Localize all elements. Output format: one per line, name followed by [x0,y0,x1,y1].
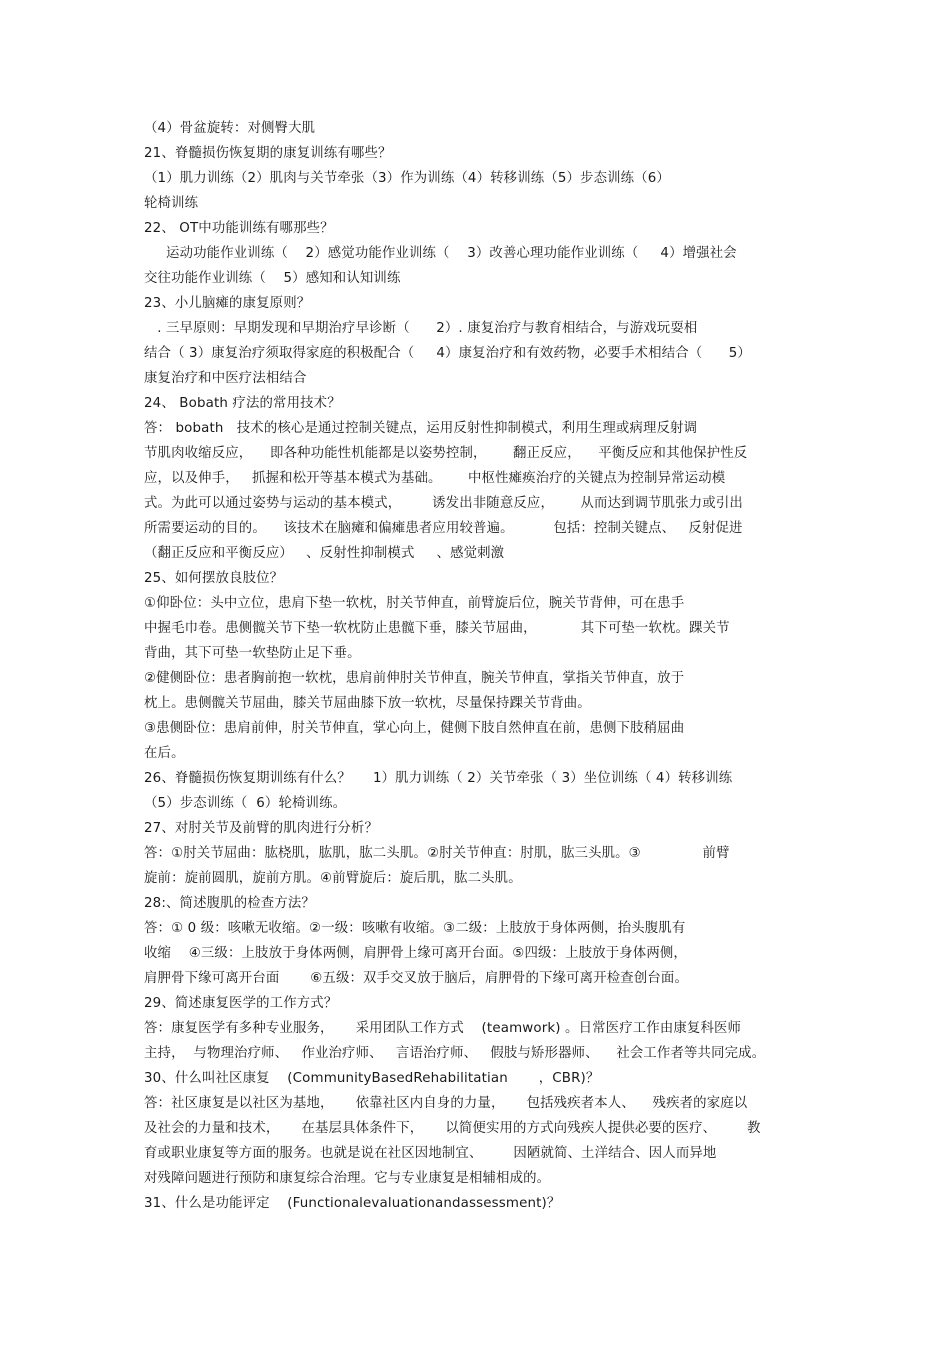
question-heading: 28:、简述腹肌的检查方法？ [144,896,315,911]
text-line: 结合（ 3）康复治疗须取得家庭的积极配合（ 4）康复治疗和有效药物，必要手术相结合（ 5） [144,346,751,361]
question-heading: 25、如何摆放良肢位？ [144,571,284,586]
question-heading: 26、脊髓损伤恢复期训练有什么？ 1）肌力训练（ 2）关节牵张（ 3）坐位训练（ 4）转移训练 [144,771,733,786]
text-line: 答：社区康复是以社区为基地， 依靠社区内自身的力量， 包括残疾者本人、 残疾者的家庭以 [144,1096,748,1111]
text-line: 式。为此可以通过姿势与运动的基本模式， 诱发出非随意反应， 从而达到调节肌张力或引出 [144,496,743,511]
text-line: 交往功能作业训练（ 5）感知和认知训练 [144,271,401,286]
text-line: 答： bobath 技术的核心是通过控制关键点，运用反射性抑制模式，利用生理或病理反射调 [144,421,698,436]
text-line: 背曲，其下可垫一软垫防止足下垂。 [144,646,361,661]
text-line: （5）步态训练（ 6）轮椅训练。 [144,796,347,811]
text-line: 主持， 与物理治疗师、 作业治疗师、 言语治疗师、 假肢与矫形器师、 社会工作者等共同完成。 [144,1046,766,1061]
question-heading: 30、什么叫社区康复 (CommunityBasedRehabilitatian ，CBR)？ [144,1071,600,1086]
text-line: . 三早原则：早期发现和早期治疗早诊断（ 2）. 康复治疗与教育相结合，与游戏玩耍相 [144,321,698,336]
question-heading: 31、什么是功能评定 (Functionalevaluationandassessment)？ [144,1196,561,1211]
text-line: 旋前：旋前圆肌，旋前方肌。④前臂旋后：旋后肌，肱二头肌。 [144,871,522,886]
text-line: 枕上。患侧髋关节屈曲，膝关节屈曲膝下放一软枕，尽量保持踝关节背曲。 [144,696,591,711]
text-line: 对残障问题进行预防和康复综合治理。它与专业康复是相辅相成的。 [144,1171,551,1186]
text-line: 轮椅训练 [144,196,199,211]
text-line: 育或职业康复等方面的服务。也就是说在社区因地制宜、 因陋就简、土洋结合、因人而异地 [144,1146,717,1161]
text-line: 答：①肘关节屈曲：肱桡肌，肱肌，肱二头肌。②肘关节伸直：肘肌，肱三头肌。③ 前臂 [144,846,730,861]
text-line: 康复治疗和中医疗法相结合 [144,371,307,386]
text-line: 肩胛骨下缘可离开台面 ⑥五级：双手交叉放于脑后，肩胛骨的下缘可离开检查创台面。 [144,971,688,986]
text-line: （翻正反应和平衡反应） 、反射性抑制模式 、感觉刺激 [144,546,505,561]
text-line: 运动功能作业训练（ 2）感觉功能作业训练（ 3）改善心理功能作业训练（ 4）增强社会 [144,246,737,261]
text-line: （4）骨盆旋转：对侧臀大肌 [144,121,316,136]
text-line: ①仰卧位：头中立位，患肩下垫一软枕，肘关节伸直，前臂旋后位，腕关节背伸，可在患手 [144,596,685,611]
text-line: ③患侧卧位：患肩前伸，肘关节伸直，掌心向上，健侧下肢自然伸直在前，患侧下肢稍屈曲 [144,721,685,736]
text-line: 中握毛巾卷。患侧髋关节下垫一软枕防止患髋下垂，膝关节屈曲， 其下可垫一软枕。踝关节 [144,621,730,636]
text-line: 收缩 ④三级：上肢放于身体两侧，肩胛骨上缘可离开台面。⑤四级：上肢放于身体两侧， [144,946,687,961]
question-heading: 27、对肘关节及前臂的肌肉进行分析？ [144,821,378,836]
text-line: ②健侧卧位：患者胸前抱一软枕，患肩前伸肘关节伸直，腕关节伸直，掌指关节伸直，放于 [144,671,685,686]
text-line: （1）肌力训练（2）肌肉与关节牵张（3）作为训练（4）转移训练（5）步态训练（6） [144,171,670,186]
text-line: 所需要运动的目的。 该技术在脑瘫和偏瘫患者应用较普遍。 包括：控制关键点、 反射促进 [144,521,743,536]
question-heading: 24、 Bobath 疗法的常用技术？ [144,396,341,411]
question-heading: 21、脊髓损伤恢复期的康复训练有哪些？ [144,146,392,161]
question-heading: 22、 OT中功能训练有哪那些？ [144,221,334,236]
text-line: 及社会的力量和技术， 在基层具体条件下， 以简便实用的方式向残疾人提供必要的医疗、 教 [144,1121,761,1136]
text-line: 答：康复医学有多种专业服务， 采用团队工作方式 (teamwork) 。日常医疗工作由康复科医师 [144,1021,742,1036]
text-line: 节肌肉收缩反应， 即各种功能性机能都是以姿势控制， 翻正反应， 平衡反应和其他保护性反 [144,446,748,461]
text-line: 应，以及伸手， 抓握和松开等基本模式为基础。 中枢性瘫痪治疗的关键点为控制异常运动模 [144,471,726,486]
text-line: 答：① 0 级：咳嗽无收缩。②一级：咳嗽有收缩。③二级：上肢放于身体两侧，抬头腹肌有 [144,921,686,936]
text-line: 在后。 [144,746,185,761]
question-heading: 29、简述康复医学的工作方式？ [144,996,338,1011]
question-heading: 23、小儿脑瘫的康复原则？ [144,296,311,311]
